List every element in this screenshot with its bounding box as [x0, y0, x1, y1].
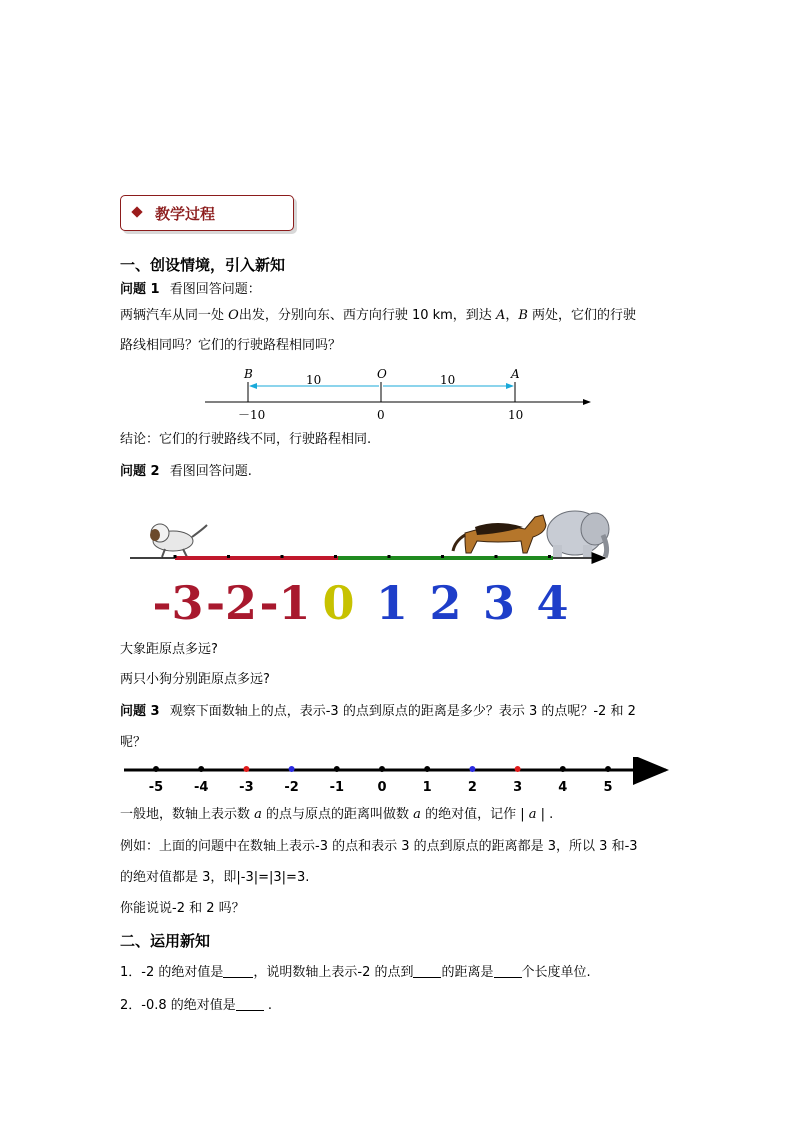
large-dog-icon	[453, 515, 546, 553]
ex1-a: 1．-2 的绝对值是	[120, 965, 224, 980]
blank-2[interactable]	[413, 963, 441, 978]
q3-text: 观察下面数轴上的点，表示-3 的点到原点的距离是多少？表示 3 的点呢？-2 和 2	[169, 704, 636, 719]
animal-tick	[441, 555, 444, 558]
q2-label: 问题 2	[120, 464, 160, 479]
animal-tick	[388, 555, 391, 558]
axis-point	[515, 766, 521, 772]
axis-point	[379, 766, 385, 772]
q1-line	[120, 281, 261, 299]
axis-point	[198, 766, 204, 772]
axis-point	[334, 766, 340, 772]
part1-heading: 一、创设情境，引入新知	[120, 256, 286, 274]
animal-number-label: -2	[205, 576, 258, 630]
animal-tick	[174, 555, 177, 558]
axis-tick-label: 2	[467, 780, 477, 795]
q2-ask2: 两只小狗分别距原点多远?	[120, 672, 270, 687]
animal-number-label: -1	[259, 576, 311, 630]
q1-text-line2: 路线相同吗？它们的行驶路程相同吗？	[120, 338, 342, 353]
axis-tick-label: 3	[513, 780, 523, 795]
def-c: 的绝对值，记作 |	[420, 807, 529, 822]
tick-label-10: 10	[508, 408, 524, 422]
ex2-a: 2．-0.8 的绝对值是	[120, 998, 236, 1013]
def-var1: a	[254, 807, 262, 822]
animal-number-label: 2	[429, 576, 462, 630]
axis-tick-label: 5	[603, 780, 613, 795]
axis-tick-label: 1	[422, 780, 432, 795]
axis-tick-label: 4	[558, 780, 568, 795]
elephant-icon	[547, 511, 609, 557]
axis-tick-label: 0	[377, 780, 387, 795]
q3-text2: 呢？	[120, 735, 147, 750]
def-b: 的点与原点的距离叫做数	[261, 807, 414, 822]
ex2-b: .	[263, 998, 273, 1013]
q1-text	[120, 307, 636, 325]
axis-point	[243, 766, 249, 772]
exercise-1	[120, 963, 591, 982]
def-d: | .	[536, 807, 554, 822]
axis-point	[424, 766, 430, 772]
animal-number-label: 4	[536, 576, 569, 630]
axis-point	[605, 766, 611, 772]
animal-number-label: 3	[482, 576, 516, 630]
example-line2: 的绝对值都是 3，即|-3|=|3|=3.	[120, 870, 310, 885]
diamond-icon	[131, 206, 142, 217]
ex1-c: 的距离是	[441, 965, 494, 980]
section-header-box	[120, 195, 294, 231]
animal-tick	[227, 555, 230, 558]
def-var2: a	[413, 807, 421, 822]
q1-var-b: B	[518, 308, 528, 323]
axis-point	[560, 766, 566, 772]
animal-number-label: 1	[375, 576, 409, 630]
q1-var-o: O	[228, 308, 239, 323]
q1-conclusion: 结论：它们的行驶路线不同，行驶路程相同.	[120, 432, 372, 447]
q3-line	[120, 703, 636, 721]
q1-var-a: A	[495, 308, 506, 323]
animal-number-line	[125, 505, 625, 630]
q1-text-c: ，	[505, 308, 519, 323]
animal-tick	[548, 555, 551, 558]
axis-tick-label: -5	[148, 780, 164, 795]
axis-tick-label: -2	[284, 780, 299, 795]
exercise-2	[120, 996, 272, 1015]
section-header-label: 教学过程	[155, 205, 216, 223]
blank-4[interactable]	[236, 996, 264, 1011]
q1-text-a: 两辆汽车从同一处	[120, 308, 229, 323]
animal-number-label: -3	[152, 576, 204, 630]
distance-diagram	[200, 362, 600, 424]
example-line1: 例如：上面的问题中在数轴上表示-3 的点和表示 3 的点到原点的距离都是 3，所以 3 和-3	[120, 839, 638, 854]
label-o: O	[377, 367, 387, 381]
q2-line	[120, 463, 252, 481]
axis-tick-label: -4	[193, 780, 209, 795]
axis-point	[469, 766, 475, 772]
def-a: 一般地，数轴上表示数	[120, 807, 255, 822]
q3-label: 问题 3	[120, 704, 160, 719]
axis-point	[289, 766, 295, 772]
ex1-d: 个长度单位.	[521, 965, 591, 980]
part2-heading: 二、运用新知	[120, 932, 211, 950]
blank-1[interactable]	[223, 963, 253, 978]
q1-text-b: 出发，分别向东、西方向行驶 10 km，到达	[238, 308, 496, 323]
tick-label-neg10: －10	[238, 408, 266, 422]
definition	[120, 806, 553, 824]
label-a: A	[511, 367, 520, 381]
animal-tick	[495, 555, 498, 558]
axis-point	[153, 766, 159, 772]
q1-label: 问题 1	[120, 282, 160, 297]
tick-label-0: 0	[377, 408, 385, 422]
animal-number-label: 0	[322, 576, 355, 630]
animal-tick	[281, 555, 284, 558]
q1-text-d: 两处，它们的行驶	[527, 308, 637, 323]
axis-tick-label: -1	[329, 780, 345, 795]
dots-number-line	[120, 757, 680, 797]
q2-prompt: 看图回答问题.	[169, 464, 252, 479]
q1-prompt: 看图回答问题：	[169, 282, 261, 297]
ex1-b: ，说明数轴上表示-2 的点到	[253, 965, 414, 980]
q3-ask: 你能说说-2 和 2 吗？	[120, 901, 245, 916]
dist-left: 10	[306, 373, 322, 387]
def-var3: a	[528, 807, 537, 822]
axis-tick-label: -3	[239, 780, 254, 795]
blank-3[interactable]	[494, 963, 522, 978]
label-b: B	[244, 367, 253, 381]
animal-tick	[334, 555, 337, 558]
dist-right: 10	[440, 373, 456, 387]
q2-ask1: 大象距原点多远?	[120, 642, 218, 657]
small-dog-icon	[150, 524, 207, 557]
